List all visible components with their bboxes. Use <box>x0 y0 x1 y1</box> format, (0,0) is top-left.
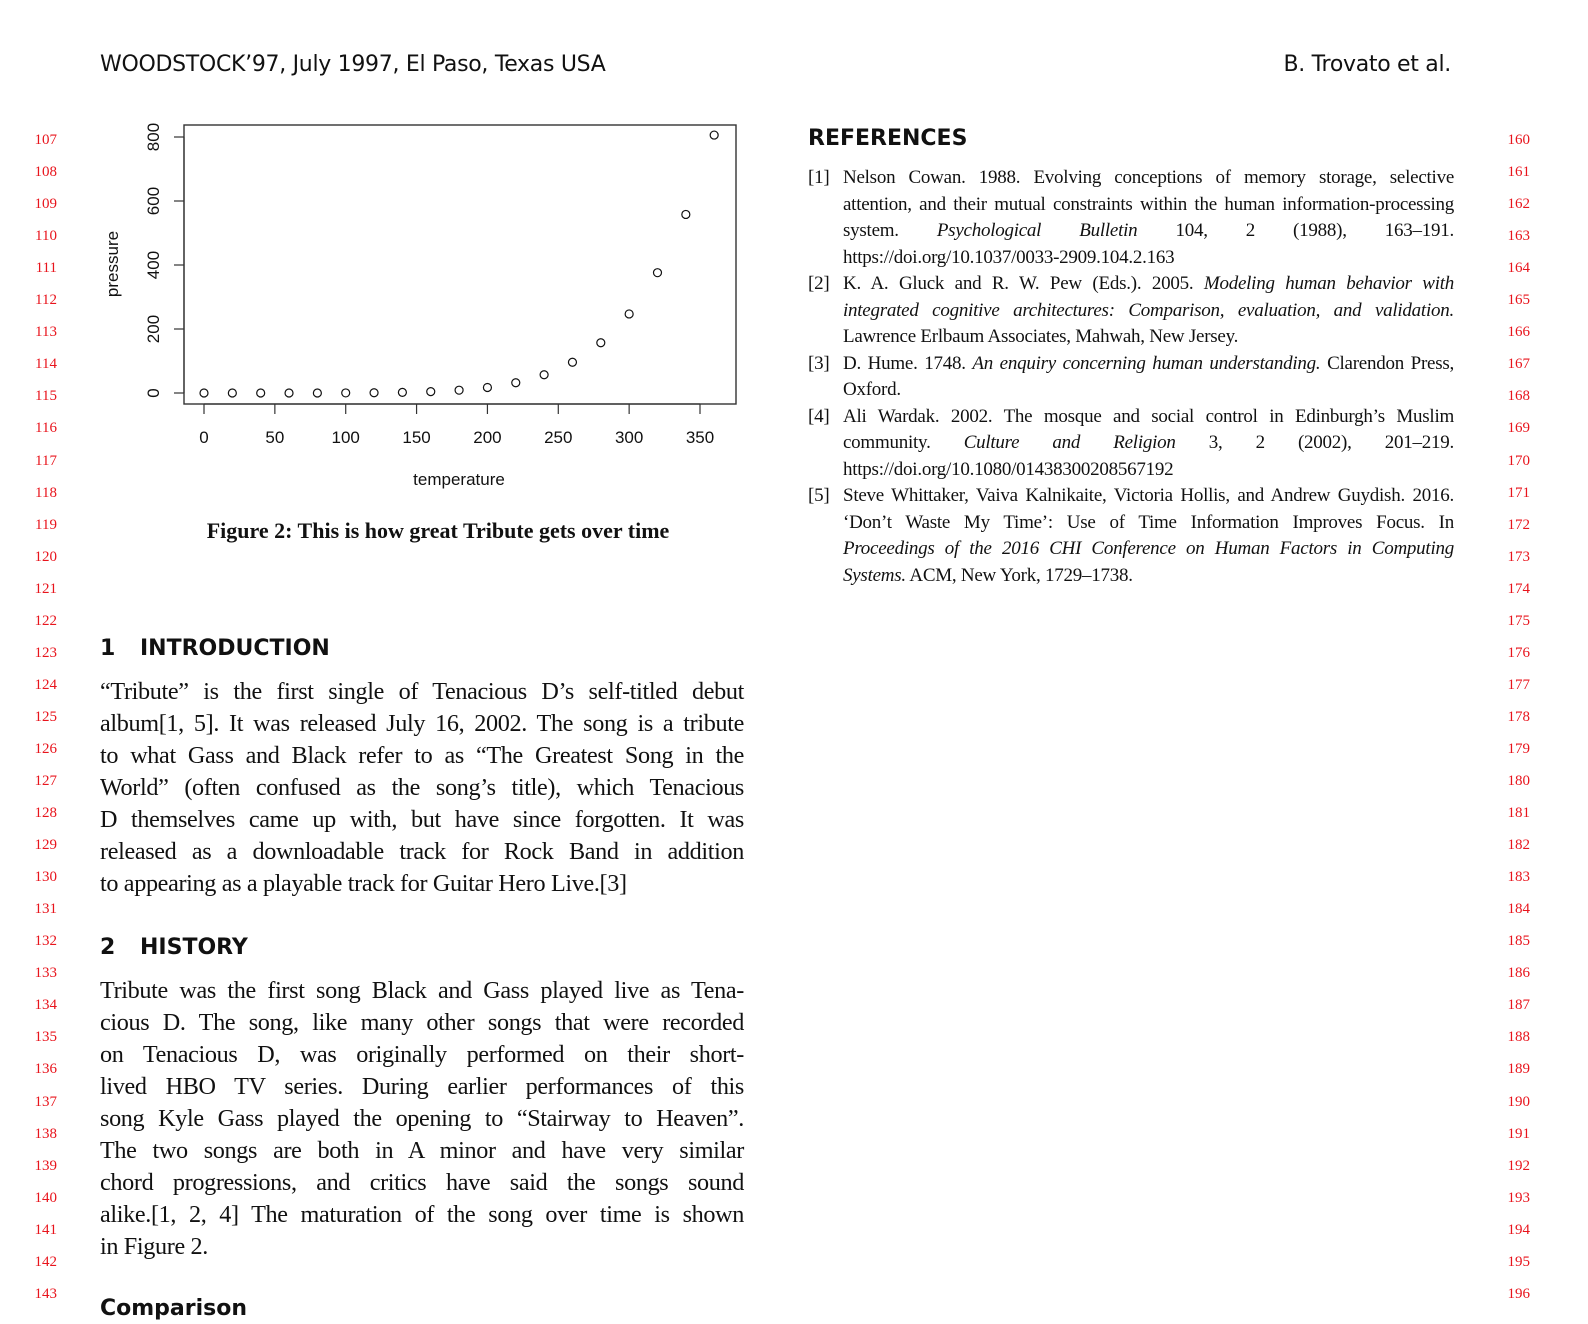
y-axis <box>144 123 184 398</box>
line-number: 176 <box>1507 644 1530 661</box>
y-tick-label: 400 <box>144 250 163 280</box>
line-number: 126 <box>34 740 57 757</box>
scatter-chart <box>96 110 756 500</box>
data-point <box>228 389 236 397</box>
section-heading-cutoff: Comparison <box>100 1296 248 1321</box>
line-number: 171 <box>1507 484 1530 501</box>
text-line: cious D. The song, like many other songs that were recorded <box>100 1009 744 1036</box>
text-line: Tribute was the first song Black and Gass played live as Tena- <box>100 977 744 1004</box>
line-number: 179 <box>1507 740 1530 757</box>
reference-text: Steve Whittaker, Vaiva Kalnikaite, Victoria Hollis, and Andrew Guydish. 2016. ‘Don’t Waste My Time’: Use of Time Information Improves Focus. In Proceedings of the 2016 CHI Conference on Human Factors in Computing Systems. ACM, New York, 1729–1738. <box>843 485 1454 586</box>
reference-text: K. A. Gluck and R. W. Pew (Eds.). 2005. Modeling human behavior with integrated cognitive architectures: Comparison, evaluation, and validation. Lawrence Erlbaum Associates, Mahwah, New Jersey. <box>843 273 1455 347</box>
text-line: The two songs are both in A minor and have very similar <box>100 1137 744 1164</box>
data-point <box>512 379 520 387</box>
line-number: 180 <box>1507 773 1530 789</box>
line-number: 123 <box>34 644 57 661</box>
line-number: 125 <box>34 708 57 725</box>
reference-label: [3] <box>808 352 830 374</box>
line-number: 134 <box>34 997 57 1014</box>
line-number: 140 <box>34 1189 57 1206</box>
line-number: 172 <box>1507 516 1530 533</box>
text-line: lived HBO TV series. During earlier performances of this <box>100 1073 744 1100</box>
line-number: 120 <box>34 548 57 565</box>
line-number: 127 <box>34 773 57 789</box>
history-paragraph <box>100 975 744 1263</box>
line-number: 119 <box>35 516 57 533</box>
section-title: INTRODUCTION <box>140 636 330 661</box>
line-number: 165 <box>1507 292 1530 309</box>
x-tick-label: 100 <box>331 428 360 447</box>
y-tick-label: 200 <box>144 314 163 344</box>
data-point <box>200 389 208 397</box>
line-number: 108 <box>34 164 57 181</box>
y-tick-label: 600 <box>144 186 163 216</box>
y-tick-label: 0 <box>144 388 163 398</box>
line-number: 128 <box>34 805 57 822</box>
line-number: 190 <box>1507 1093 1530 1110</box>
text-line: released as a downloadable track for Rock Band in addition <box>100 838 744 865</box>
data-point <box>483 383 491 391</box>
text-line: album[1, 5]. It was released July 16, 2002. The song is a tribute <box>100 710 744 737</box>
reference-text: Ali Wardak. 2002. The mosque and social control in Edinburgh’s Muslim community. Culture and Religion 3, 2 (2002), 201–219. https://doi.org/10.1080/01438300208567192 <box>843 405 1454 480</box>
line-number: 168 <box>1507 388 1530 405</box>
x-tick-label: 50 <box>265 428 285 447</box>
line-number: 175 <box>1507 612 1530 629</box>
reference-label: [2] <box>808 273 830 294</box>
reference-item <box>808 351 1454 404</box>
line-number: 130 <box>34 869 57 886</box>
reference-label: [5] <box>808 485 830 506</box>
x-tick-label: 250 <box>544 428 573 447</box>
section-number: 1 <box>100 636 116 661</box>
x-tick-label: 350 <box>685 428 715 447</box>
running-header-venue: WOODSTOCK’97, July 1997, El Paso, Texas USA <box>100 52 606 77</box>
data-point <box>427 388 435 396</box>
line-number: 173 <box>1507 548 1530 565</box>
data-point <box>257 389 265 397</box>
line-number: 114 <box>35 356 57 373</box>
line-number: 135 <box>34 1029 57 1046</box>
line-number: 188 <box>1507 1029 1530 1046</box>
x-tick-label: 150 <box>402 428 431 447</box>
data-point <box>653 269 661 277</box>
section-number: 2 <box>100 935 116 960</box>
reference-label: [4] <box>808 405 830 427</box>
line-number: 164 <box>1507 260 1530 277</box>
data-point <box>285 389 293 397</box>
data-point <box>710 131 718 139</box>
line-number: 116 <box>35 420 57 437</box>
line-number: 162 <box>1507 196 1530 213</box>
data-point <box>682 210 690 218</box>
line-number: 187 <box>1507 997 1530 1014</box>
plot-frame <box>184 125 736 404</box>
line-number: 170 <box>1507 452 1530 469</box>
y-axis-label: pressure <box>103 230 122 298</box>
text-line: D themselves came up with, but have since forgotten. It was <box>100 806 744 833</box>
line-number: 129 <box>34 837 57 854</box>
line-number: 160 <box>1507 132 1530 148</box>
text-line: World” (often confused as the song’s title), which Tenacious <box>100 774 744 801</box>
x-axis-label: temperature <box>413 470 505 489</box>
text-line: “Tribute” is the first single of Tenacious D’s self-titled debut <box>100 678 744 705</box>
line-number: 131 <box>34 901 57 918</box>
section-title: HISTORY <box>140 935 248 960</box>
line-number: 117 <box>35 452 57 469</box>
line-number: 141 <box>34 1221 57 1238</box>
introduction-paragraph <box>100 676 744 900</box>
text-line: on Tenacious D, was originally performed on their short- <box>100 1041 744 1068</box>
data-point <box>370 389 378 397</box>
data-point <box>455 386 463 394</box>
x-tick-label: 0 <box>199 428 209 447</box>
line-number: 183 <box>1507 869 1530 886</box>
reference-item <box>808 483 1454 589</box>
line-number: 191 <box>1507 1125 1530 1142</box>
line-number: 178 <box>1507 708 1530 725</box>
line-number: 189 <box>1507 1061 1530 1078</box>
text-line: to what Gass and Black refer to as “The Greatest Song in the <box>100 742 744 769</box>
line-number: 167 <box>1507 356 1530 373</box>
line-number: 169 <box>1507 420 1530 437</box>
line-number: 196 <box>1507 1285 1530 1302</box>
x-tick-label: 200 <box>473 428 502 447</box>
data-point <box>313 389 321 397</box>
text-line: alike.[1, 2, 4] The maturation of the song over time is shown <box>100 1201 744 1228</box>
data-point <box>342 389 350 397</box>
x-tick-label: 300 <box>614 428 644 447</box>
y-tick-label: 800 <box>144 122 163 152</box>
line-number: 193 <box>1507 1189 1530 1206</box>
reference-text: D. Hume. 1748. An enquiry concerning human understanding. Clarendon Press, Oxford. <box>843 352 1454 400</box>
line-number: 133 <box>34 965 57 982</box>
line-number: 177 <box>1507 676 1530 693</box>
reference-item <box>808 271 1454 351</box>
line-number: 143 <box>34 1285 57 1302</box>
section-heading-introduction <box>100 636 330 661</box>
line-number: 115 <box>35 388 57 405</box>
line-number: 118 <box>35 484 57 501</box>
line-number: 132 <box>34 933 57 950</box>
line-number: 121 <box>34 580 57 597</box>
line-number: 185 <box>1507 933 1530 950</box>
line-number: 195 <box>1507 1253 1530 1270</box>
references-heading: REFERENCES <box>808 126 968 151</box>
x-axis <box>199 404 714 447</box>
line-number: 192 <box>1507 1157 1530 1174</box>
line-number: 174 <box>1507 580 1530 597</box>
reference-item <box>808 404 1454 484</box>
line-number: 122 <box>34 612 57 629</box>
line-number: 142 <box>34 1253 57 1270</box>
line-number: 137 <box>34 1093 57 1110</box>
reference-text: Nelson Cowan. 1988. Evolving conceptions of memory storage, selective attention, and their mutual constraints within the human information-processing system. Psychological Bulletin 104, 2 (1988), 163–191. https://doi.org/10.1037/0033-2909.104.2.163 <box>843 167 1455 268</box>
reference-label: [1] <box>808 167 830 188</box>
line-number: 194 <box>1507 1221 1530 1238</box>
line-number: 138 <box>34 1125 57 1142</box>
line-number: 110 <box>35 228 57 245</box>
line-number: 124 <box>34 676 57 693</box>
text-line: in Figure 2. <box>100 1233 208 1260</box>
line-number: 107 <box>34 132 57 148</box>
line-number: 186 <box>1507 965 1530 982</box>
data-points <box>200 131 718 397</box>
line-number: 139 <box>34 1157 57 1174</box>
line-number: 181 <box>1507 805 1530 822</box>
line-number: 182 <box>1507 837 1530 854</box>
line-number: 109 <box>34 196 57 213</box>
references-list <box>808 165 1454 589</box>
data-point <box>597 339 605 347</box>
line-number: 166 <box>1507 324 1530 341</box>
data-point <box>540 371 548 379</box>
line-number: 163 <box>1507 228 1530 245</box>
line-number: 136 <box>34 1061 57 1078</box>
line-number: 161 <box>1507 164 1530 181</box>
text-line: song Kyle Gass played the opening to “Stairway to Heaven”. <box>100 1105 744 1132</box>
data-point <box>625 310 633 318</box>
data-point <box>398 388 406 396</box>
line-number: 111 <box>35 260 57 277</box>
data-point <box>568 358 576 366</box>
figure-caption: Figure 2: This is how great Tribute gets over time <box>206 518 670 543</box>
line-number: 113 <box>35 324 57 341</box>
section-heading-history <box>100 935 248 960</box>
text-line: to appearing as a playable track for Guitar Hero Live.[3] <box>100 870 627 897</box>
text-line: chord progressions, and critics have said the songs sound <box>100 1169 744 1196</box>
line-number: 112 <box>35 292 57 309</box>
line-number: 184 <box>1507 901 1530 918</box>
reference-item <box>808 165 1454 271</box>
running-header-authors: B. Trovato et al. <box>1283 52 1451 77</box>
